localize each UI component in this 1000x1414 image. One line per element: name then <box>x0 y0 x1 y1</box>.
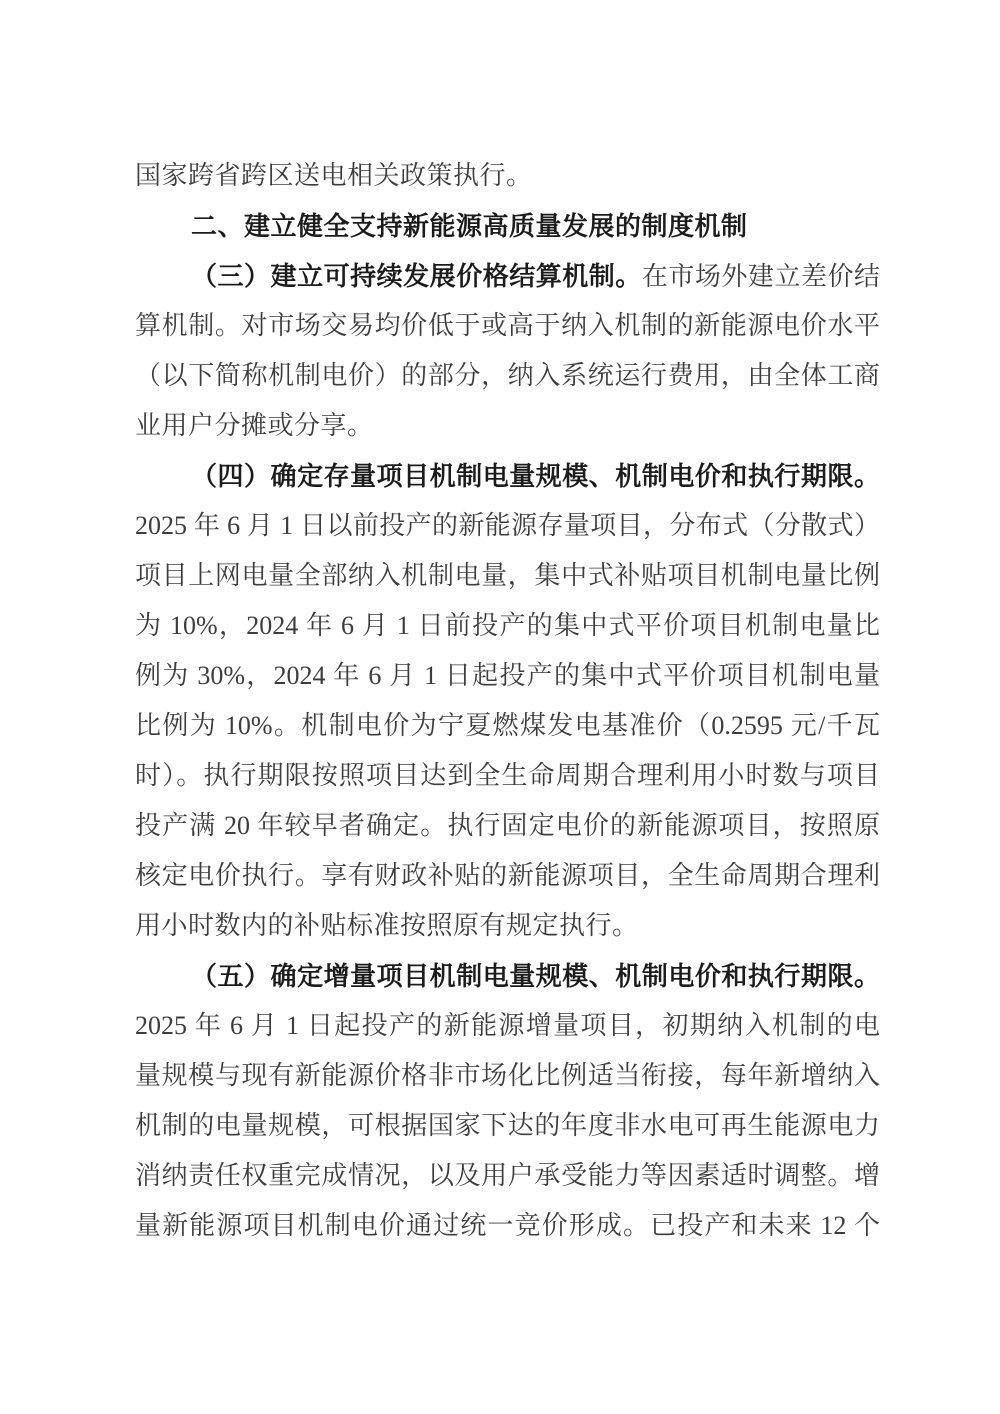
text-segment: 国家跨省跨区送电相关政策执行。 <box>135 161 533 190</box>
text-segment: 机制的电量规模，可根据国家下达的年度非水电可再生能源电力 <box>135 1111 880 1140</box>
bold-text-segment: （五）确定增量项目机制电量规模、机制电价和执行期限。 <box>191 961 880 991</box>
text-segment: 为 10%，2024 年 6 月 1 日前投产的集中式平价项目机制电量比 <box>135 611 880 640</box>
text-line <box>135 1151 880 1201</box>
text-segment: 2025 年 6 月 1 日起投产的新能源增量项目，初期纳入机制的电 <box>135 1011 880 1040</box>
heading-line <box>135 251 880 301</box>
text-segment: （以下简称机制电价）的部分，纳入系统运行费用，由全体工商 <box>135 361 880 390</box>
text-segment: 在市场外建立差价结 <box>641 262 880 291</box>
text-segment: 比例为 10%。机制电价为宁夏燃煤发电基准价（0.2595 元/千瓦 <box>135 711 880 740</box>
bold-text-segment: （四）确定存量项目机制电量规模、机制电价和执行期限。 <box>191 461 880 491</box>
text-segment: 业用户分摊或分享。 <box>135 411 374 440</box>
text-line <box>135 701 880 751</box>
text-segment: 消纳责任权重完成情况，以及用户承受能力等因素适时调整。增 <box>135 1161 880 1190</box>
text-segment: 量新能源项目机制电价通过统一竞价形成。已投产和未来 12 个 <box>135 1211 880 1240</box>
text-line <box>135 151 880 201</box>
text-line <box>135 651 880 701</box>
text-segment: 量规模与现有新能源价格非市场化比例适当衔接，每年新增纳入 <box>135 1061 880 1090</box>
text-line <box>135 551 880 601</box>
text-line <box>135 301 880 351</box>
text-line <box>135 1101 880 1151</box>
text-line <box>135 401 880 451</box>
text-line <box>135 501 880 551</box>
heading-line <box>135 201 880 251</box>
bold-text-segment: （三）建立可持续发展价格结算机制。 <box>191 261 642 291</box>
text-line <box>135 1201 880 1251</box>
text-segment: 2025 年 6 月 1 日以前投产的新能源存量项目，分布式（分散式） <box>135 511 880 540</box>
text-segment: 用小时数内的补贴标准按照原有规定执行。 <box>135 911 639 940</box>
bold-text-segment: 二、建立健全支持新能源高质量发展的制度机制 <box>191 211 748 241</box>
document-body <box>135 151 880 1251</box>
text-segment: 算机制。对市场交易均价低于或高于纳入机制的新能源电价水平 <box>135 311 880 340</box>
text-segment: 投产满 20 年较早者确定。执行固定电价的新能源项目，按照原 <box>135 811 880 840</box>
text-line <box>135 751 880 801</box>
text-line <box>135 601 880 651</box>
text-segment: 时）。执行期限按照项目达到全生命周期合理利用小时数与项目 <box>135 761 880 790</box>
text-line <box>135 801 880 851</box>
text-line <box>135 1051 880 1101</box>
text-line <box>135 351 880 401</box>
text-line <box>135 851 880 901</box>
heading-line <box>135 451 880 501</box>
text-segment: 例为 30%，2024 年 6 月 1 日起投产的集中式平价项目机制电量 <box>135 661 880 690</box>
text-line <box>135 901 880 951</box>
text-segment: 项目上网电量全部纳入机制电量，集中式补贴项目机制电量比例 <box>135 561 880 590</box>
text-line <box>135 1001 880 1051</box>
heading-line <box>135 951 880 1001</box>
text-segment: 核定电价执行。享有财政补贴的新能源项目，全生命周期合理利 <box>135 861 880 890</box>
